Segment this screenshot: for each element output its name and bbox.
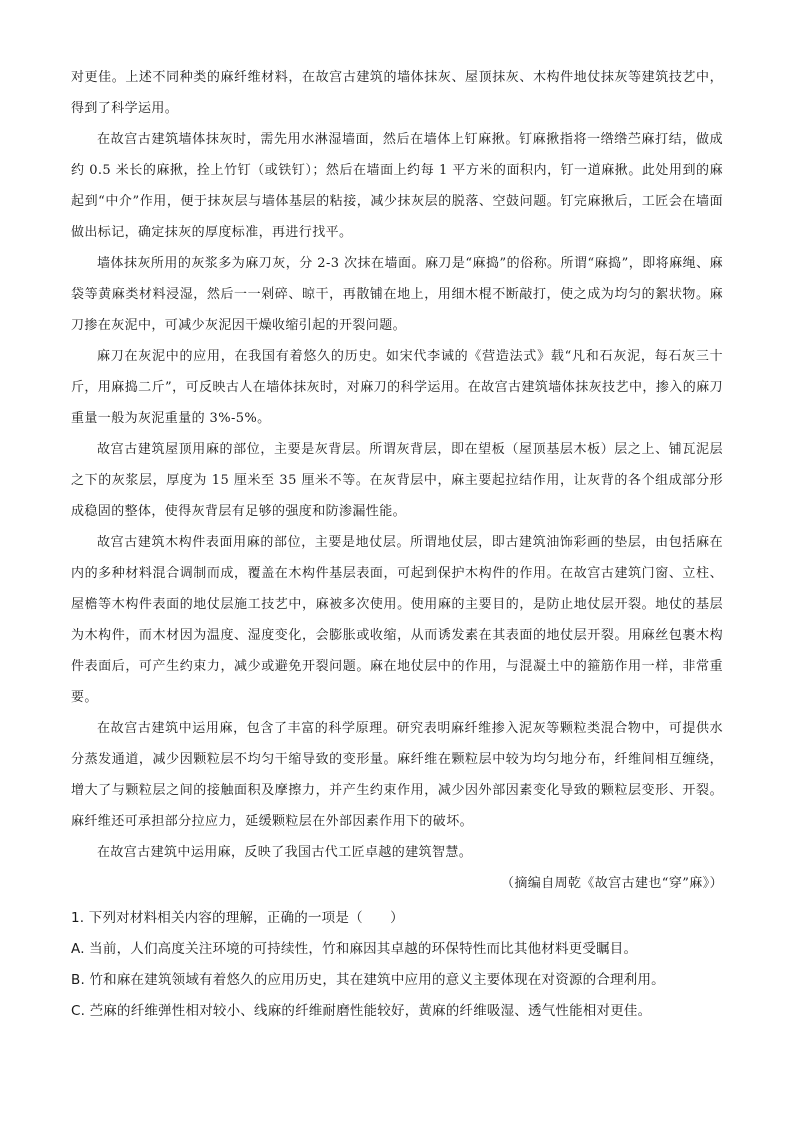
passage-paragraph-3: 墙体抹灰所用的灰浆多为麻刀灰，分 2-3 次抹在墙面。麻刀是“麻捣”的俗称。所谓“麻捣”，即将麻绳、麻袋等黄麻类材料浸湿，然后一一剁碎、晾干，再散铺在地上，用细木棍不断敲打，使之成为均匀的絮状物。麻刀掺在灰泥中，可减少灰泥因干燥收缩引起的开裂问题。 — [71, 256, 723, 333]
passage-paragraph-5: 故宫古建筑屋顶用麻的部位，主要是灰背层。所谓灰背层，即在望板（屋顶基层木板）层之上、铺瓦泥层之下的灰浆层，厚度为 15 厘米至 35 厘米不等。在灰背层中，麻主要起拉结作用，让灰背的各个组成部分形成稳固的整体，使得灰背层有足够的强度和防渗漏性能。 — [71, 442, 723, 519]
passage-source: （摘编自周乾《故宫古建也“穿”麻》） — [501, 876, 723, 891]
passage-paragraph-2: 在故宫古建筑墙体抹灰时，需先用水淋湿墙面，然后在墙体上钉麻揪。钉麻揪指将一绺绺苎麻打结，做成约 0.5 米长的麻揪，拴上竹钉（或铁钉）；然后在墙面上约每 1 平方米的面积内，钉一道麻揪。此处用到的麻起到“中介”作用，便于抹灰层与墙体基层的粘接，减少抹灰层的脱落、空鼓问题。钉完麻揪后，工匠会在墙面做出标记，确定抹灰的厚度标准，再进行找平。 — [71, 132, 723, 240]
question-1 — [71, 903, 723, 1027]
passage-paragraph-8: 在故宫古建筑中运用麻，反映了我国古代工匠卓越的建筑智慧。 — [97, 845, 473, 860]
passage-paragraph-4: 麻刀在灰泥中的应用，在我国有着悠久的历史。如宋代李诫的《营造法式》载“凡和石灰泥，每石灰三十斤，用麻捣二斤”，可反映古人在墙体抹灰时，对麻刀的科学运用。在故宫古建筑墙体抹灰技艺中，掺入的麻刀重量一般为灰泥重量的 3%-5%。 — [71, 349, 723, 426]
option-a: A. 当前，人们高度关注环境的可持续性，竹和麻因其卓越的环保特性而比其他材料更受瞩目。 — [71, 941, 638, 957]
question-stem: 1. 下列对材料相关内容的理解，正确的一项是（ ） — [71, 910, 404, 926]
passage-paragraph-6: 故宫古建筑木构件表面用麻的部位，主要是地仗层。所谓地仗层，即古建筑油饰彩画的垫层，由包括麻在内的多种材料混合调制而成，覆盖在木构件基层表面，可起到保护木构件的作用。在故宫古建筑门窗、立柱、屋檐等木构件表面的地仗层施工技艺中，麻被多次使用。使用麻的主要目的，是防止地仗层开裂。地仗的基层为木构件，而木材因为温度、湿度变化，会膨胀或收缩，从而诱发素在其表面的地仗层开裂。用麻丝包裹木构件表面后，可产生约束力，减少或避免开裂问题。麻在地仗层中的作用，与混凝土中的箍筋作用一样，非常重要。 — [71, 535, 723, 705]
page-content — [71, 62, 723, 1027]
passage-paragraph-1: 对更佳。上述不同种类的麻纤维材料，在故宫古建筑的墙体抹灰、屋顶抹灰、木构件地仗抹灰等建筑技艺中，得到了科学运用。 — [71, 70, 723, 116]
option-c: C. 苎麻的纤维弹性相对较小、线麻的纤维耐磨性能较好，黄麻的纤维吸湿、透气性能相对更佳。 — [71, 1003, 652, 1019]
reading-passage — [71, 62, 723, 899]
option-b: B. 竹和麻在建筑领域有着悠久的应用历史，其在建筑中应用的意义主要体现在对资源的合理利用。 — [71, 972, 665, 988]
passage-paragraph-7: 在故宫古建筑中运用麻，包含了丰富的科学原理。研究表明麻纤维掺入泥灰等颗粒类混合物中，可提供水分蒸发通道，减少因颗粒层不均匀干缩导致的变形量。麻纤维在颗粒层中较为均匀地分布，纤维间相互缠绕，增大了与颗粒层之间的接触面积及摩擦力，并产生约束作用，减少因外部因素变化导致的颗粒层变形、开裂。麻纤维还可承担部分拉应力，延缓颗粒层在外部因素作用下的破坏。 — [71, 721, 723, 829]
